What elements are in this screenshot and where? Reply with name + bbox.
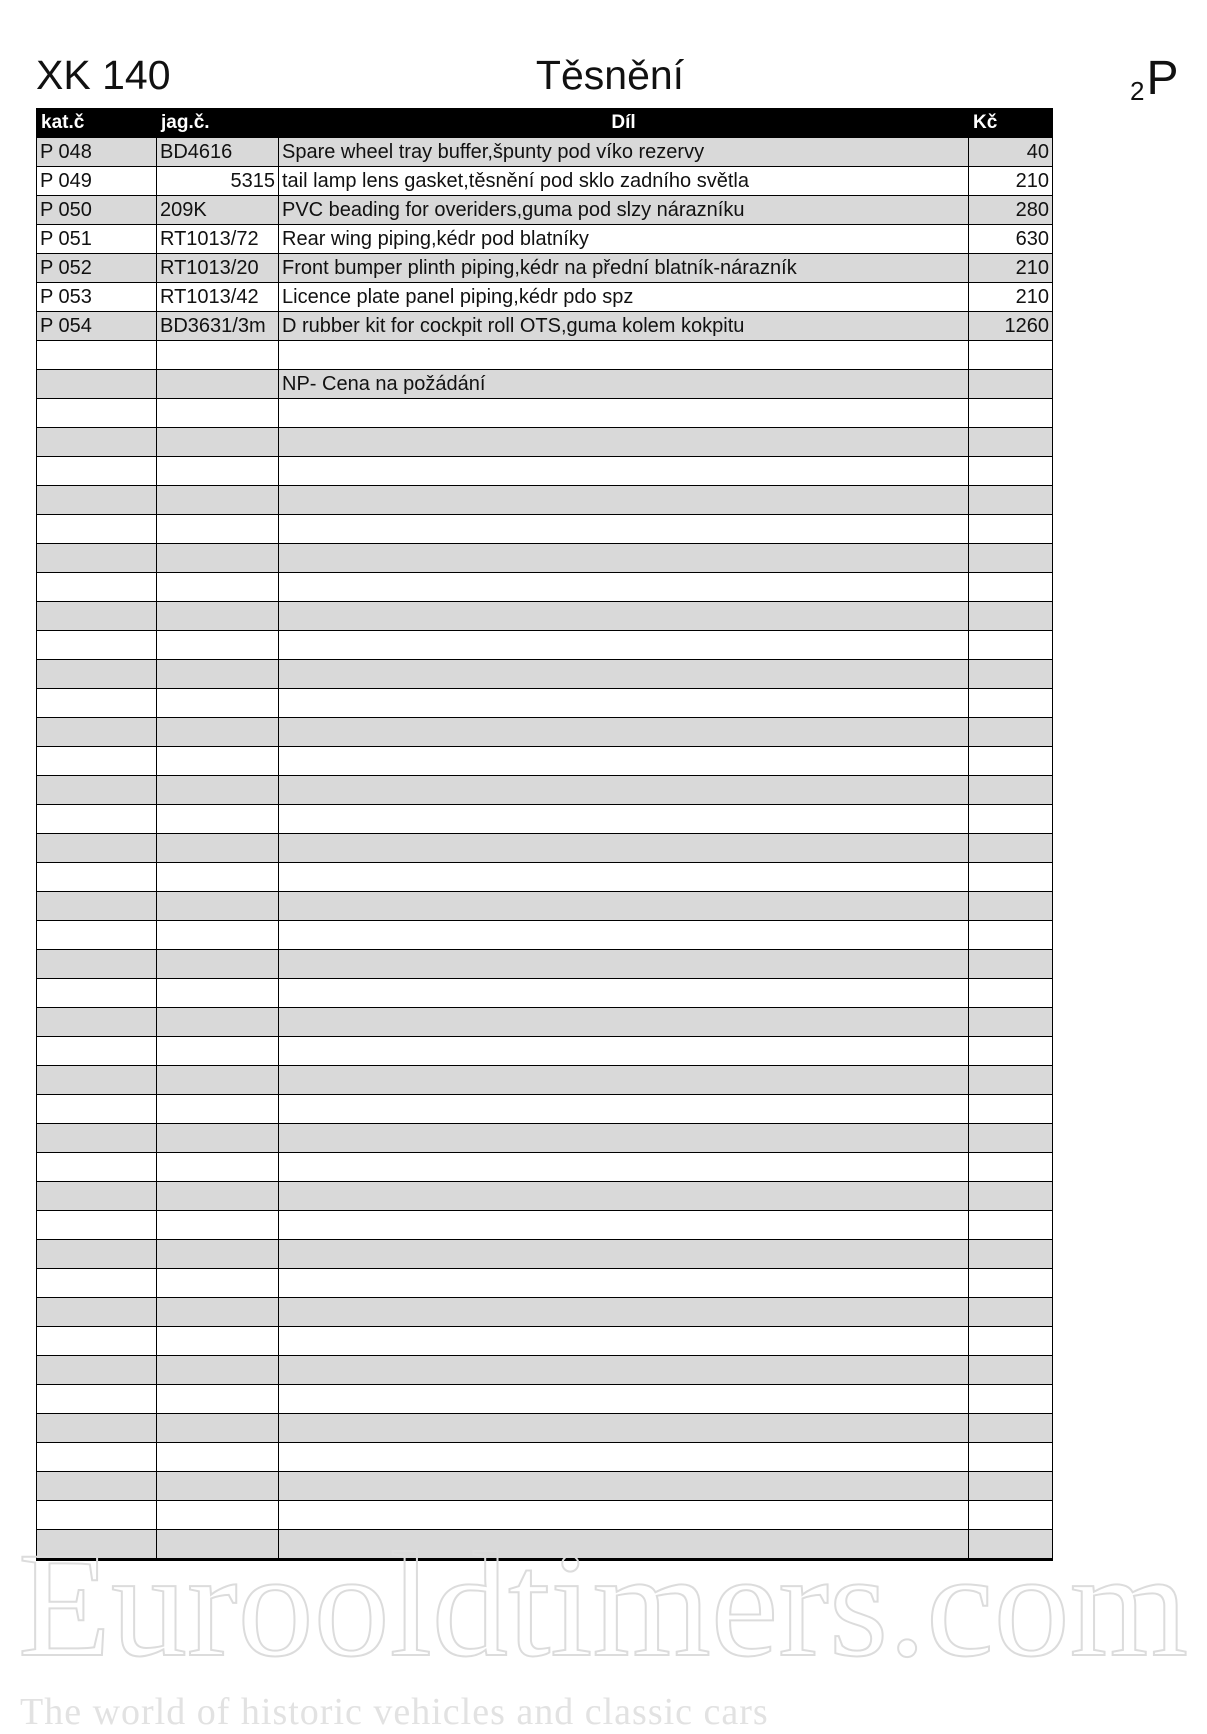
cell-dil [279, 1414, 969, 1443]
cell-dil: PVC beading for overiders,guma pod slzy nárazníku [279, 196, 969, 225]
table-row [37, 1269, 1053, 1298]
cell-kc [969, 1066, 1053, 1095]
cell-dil [279, 515, 969, 544]
cell-kc: 280 [969, 196, 1053, 225]
cell-kat [37, 1501, 157, 1530]
cell-kat [37, 1066, 157, 1095]
cell-kat [37, 1240, 157, 1269]
cell-dil [279, 1095, 969, 1124]
cell-jag [157, 515, 279, 544]
cell-jag [157, 863, 279, 892]
cell-kc [969, 718, 1053, 747]
cell-jag [157, 1153, 279, 1182]
table-row [37, 428, 1053, 457]
cell-kat: P 052 [37, 254, 157, 283]
cell-kat [37, 602, 157, 631]
cell-kc [969, 1124, 1053, 1153]
table-row [37, 254, 1053, 283]
table-row [37, 1211, 1053, 1240]
cell-jag [157, 341, 279, 370]
cell-kc [969, 1472, 1053, 1501]
table-row [37, 660, 1053, 689]
cell-jag [157, 660, 279, 689]
cell-kc [969, 1327, 1053, 1356]
cell-kat [37, 805, 157, 834]
table-row [37, 834, 1053, 863]
table-row [37, 1124, 1053, 1153]
cell-jag [157, 892, 279, 921]
table-row [37, 167, 1053, 196]
cell-kat [37, 1443, 157, 1472]
table-row [37, 602, 1053, 631]
cell-kat [37, 950, 157, 979]
table-row [37, 225, 1053, 254]
page-letter: P [1146, 52, 1179, 105]
cell-jag [157, 1095, 279, 1124]
cell-jag [157, 573, 279, 602]
cell-kat [37, 1385, 157, 1414]
table-row [37, 399, 1053, 428]
cell-dil [279, 747, 969, 776]
cell-kc [969, 631, 1053, 660]
table-row [37, 544, 1053, 573]
table-row [37, 1008, 1053, 1037]
cell-kat [37, 1095, 157, 1124]
cell-kat [37, 1356, 157, 1385]
table-row [37, 1385, 1053, 1414]
table-row [37, 1066, 1053, 1095]
cell-jag [157, 486, 279, 515]
cell-kat [37, 1298, 157, 1327]
cell-kc [969, 1182, 1053, 1211]
table-row [37, 1298, 1053, 1327]
table-row [37, 863, 1053, 892]
cell-jag [157, 1066, 279, 1095]
cell-dil [279, 718, 969, 747]
table-header-row [37, 109, 1053, 138]
cell-kat [37, 834, 157, 863]
cell-kc [969, 1269, 1053, 1298]
watermark-tagline: The world of historic vehicles and classic cars [20, 1691, 769, 1733]
table-row [37, 341, 1053, 370]
cell-jag [157, 1240, 279, 1269]
page-indicator [1130, 52, 1178, 118]
cell-dil [279, 776, 969, 805]
cell-dil [279, 834, 969, 863]
table-row [37, 805, 1053, 834]
table-row [37, 283, 1053, 312]
cell-kat [37, 428, 157, 457]
table-row [37, 1414, 1053, 1443]
cell-jag [157, 805, 279, 834]
cell-jag: RT1013/72 [157, 225, 279, 254]
cell-kc [969, 1008, 1053, 1037]
cell-kat [37, 747, 157, 776]
cell-jag [157, 1182, 279, 1211]
col-header-kat: kat.č [37, 109, 157, 138]
cell-jag: 209K [157, 196, 279, 225]
cell-jag [157, 1008, 279, 1037]
table-row [37, 950, 1053, 979]
cell-dil [279, 1008, 969, 1037]
page-number: 2 [1130, 76, 1145, 106]
page-title: Těsnění [535, 52, 685, 98]
cell-kat [37, 1414, 157, 1443]
cell-kat [37, 515, 157, 544]
watermark-logo [18, 1535, 1193, 1705]
cell-kat [37, 399, 157, 428]
cell-kat [37, 776, 157, 805]
cell-dil [279, 892, 969, 921]
cell-kc [969, 950, 1053, 979]
cell-dil [279, 1501, 969, 1530]
cell-kc: 40 [969, 138, 1053, 167]
cell-kat [37, 457, 157, 486]
cell-kat [37, 1327, 157, 1356]
cell-dil [279, 950, 969, 979]
cell-jag [157, 1037, 279, 1066]
cell-dil [279, 1443, 969, 1472]
col-header-dil: Díl [279, 109, 969, 138]
cell-jag [157, 1443, 279, 1472]
cell-jag [157, 602, 279, 631]
cell-dil [279, 689, 969, 718]
cell-kat [37, 544, 157, 573]
cell-dil [279, 1240, 969, 1269]
cell-kc [969, 457, 1053, 486]
cell-dil [279, 631, 969, 660]
cell-dil [279, 457, 969, 486]
table-row [37, 1182, 1053, 1211]
table-row [37, 776, 1053, 805]
cell-dil [279, 805, 969, 834]
cell-kc: 210 [969, 283, 1053, 312]
cell-jag: BD3631/3m [157, 312, 279, 341]
cell-jag [157, 718, 279, 747]
cell-kc [969, 428, 1053, 457]
cell-dil [279, 1327, 969, 1356]
cell-jag: RT1013/42 [157, 283, 279, 312]
cell-kc [969, 660, 1053, 689]
cell-kat [37, 1269, 157, 1298]
cell-kc [969, 892, 1053, 921]
table-row [37, 138, 1053, 167]
cell-kc [969, 1501, 1053, 1530]
cell-kc [969, 1414, 1053, 1443]
table-row [37, 1443, 1053, 1472]
cell-dil: Licence plate panel piping,kédr pdo spz [279, 283, 969, 312]
cell-dil [279, 979, 969, 1008]
table-row [37, 457, 1053, 486]
table-row [37, 196, 1053, 225]
cell-jag [157, 631, 279, 660]
cell-kat [37, 1037, 157, 1066]
cell-kc: 210 [969, 167, 1053, 196]
cell-jag [157, 1211, 279, 1240]
table-row [37, 1356, 1053, 1385]
cell-dil: D rubber kit for cockpit roll OTS,guma kolem kokpitu [279, 312, 969, 341]
cell-kc [969, 1298, 1053, 1327]
cell-kc [969, 370, 1053, 399]
cell-kc: 1260 [969, 312, 1053, 341]
table-row [37, 515, 1053, 544]
cell-dil [279, 486, 969, 515]
cell-kat: P 054 [37, 312, 157, 341]
cell-kc [969, 776, 1053, 805]
cell-dil [279, 428, 969, 457]
table-row [37, 979, 1053, 1008]
table-row [37, 312, 1053, 341]
table-row [37, 1095, 1053, 1124]
watermark-brand: Eurooldtimers.com [18, 1535, 1188, 1688]
cell-jag [157, 1124, 279, 1153]
cell-jag [157, 689, 279, 718]
cell-jag: RT1013/20 [157, 254, 279, 283]
cell-kat [37, 1211, 157, 1240]
table-row [37, 747, 1053, 776]
col-header-jag: jag.č. [157, 109, 279, 138]
cell-kat: P 050 [37, 196, 157, 225]
cell-jag [157, 747, 279, 776]
cell-jag [157, 370, 279, 399]
cell-kc [969, 1356, 1053, 1385]
parts-table [36, 108, 1053, 1561]
cell-dil [279, 1472, 969, 1501]
cell-kc [969, 1385, 1053, 1414]
cell-kc [969, 1443, 1053, 1472]
cell-kc [969, 1153, 1053, 1182]
cell-jag: 5315 [157, 167, 279, 196]
cell-jag [157, 1356, 279, 1385]
cell-jag [157, 1501, 279, 1530]
table-row [37, 631, 1053, 660]
cell-dil [279, 921, 969, 950]
cell-kat [37, 573, 157, 602]
cell-dil [279, 863, 969, 892]
cell-jag [157, 1269, 279, 1298]
cell-dil [279, 1182, 969, 1211]
cell-dil [279, 1269, 969, 1298]
cell-kc [969, 689, 1053, 718]
cell-jag [157, 399, 279, 428]
cell-kc [969, 515, 1053, 544]
cell-dil [279, 341, 969, 370]
table-row [37, 573, 1053, 602]
cell-dil [279, 1066, 969, 1095]
cell-kat: P 049 [37, 167, 157, 196]
cell-kat [37, 689, 157, 718]
cell-dil: tail lamp lens gasket,těsnění pod sklo zadního světla [279, 167, 969, 196]
table-row [37, 1501, 1053, 1530]
cell-kc [969, 1037, 1053, 1066]
cell-dil [279, 1385, 969, 1414]
cell-kc [969, 863, 1053, 892]
cell-kat [37, 979, 157, 1008]
cell-jag [157, 428, 279, 457]
cell-jag [157, 544, 279, 573]
cell-jag [157, 1298, 279, 1327]
model-title: XK 140 [36, 52, 171, 98]
table-row [37, 892, 1053, 921]
cell-dil [279, 1356, 969, 1385]
cell-dil [279, 1124, 969, 1153]
cell-kc [969, 747, 1053, 776]
cell-jag [157, 1472, 279, 1501]
cell-kat [37, 1008, 157, 1037]
table-row [37, 486, 1053, 515]
cell-dil [279, 1211, 969, 1240]
cell-kc [969, 486, 1053, 515]
cell-kc: 630 [969, 225, 1053, 254]
cell-kat [37, 1153, 157, 1182]
cell-jag [157, 457, 279, 486]
cell-jag [157, 1327, 279, 1356]
cell-kat [37, 341, 157, 370]
cell-jag [157, 950, 279, 979]
cell-kc [969, 341, 1053, 370]
cell-kc [969, 1240, 1053, 1269]
cell-dil [279, 602, 969, 631]
cell-dil: Front bumper plinth piping,kédr na přední blatník-nárazník [279, 254, 969, 283]
cell-kc [969, 834, 1053, 863]
cell-kc [969, 399, 1053, 428]
cell-kat [37, 892, 157, 921]
cell-kc [969, 979, 1053, 1008]
cell-dil: Rear wing piping,kédr pod blatníky [279, 225, 969, 254]
cell-kat [37, 863, 157, 892]
table-row [37, 689, 1053, 718]
cell-dil [279, 1037, 969, 1066]
cell-kc: 210 [969, 254, 1053, 283]
table-row [37, 1240, 1053, 1269]
cell-kat [37, 1124, 157, 1153]
cell-kc [969, 544, 1053, 573]
cell-kat [37, 660, 157, 689]
cell-kc [969, 1211, 1053, 1240]
cell-kat [37, 486, 157, 515]
table-row [37, 1472, 1053, 1501]
cell-dil [279, 399, 969, 428]
cell-jag [157, 834, 279, 863]
cell-jag: BD4616 [157, 138, 279, 167]
table-row [37, 718, 1053, 747]
cell-kc [969, 921, 1053, 950]
cell-dil: Spare wheel tray buffer,špunty pod víko rezervy [279, 138, 969, 167]
cell-kat: P 053 [37, 283, 157, 312]
col-header-kc: Kč [969, 109, 1053, 138]
cell-dil [279, 1298, 969, 1327]
note-text: NP- Cena na požádání [279, 370, 969, 399]
cell-kat [37, 921, 157, 950]
table-row [37, 921, 1053, 950]
cell-kat [37, 718, 157, 747]
table-row [37, 1327, 1053, 1356]
cell-dil [279, 1153, 969, 1182]
cell-kat [37, 1182, 157, 1211]
cell-jag [157, 1385, 279, 1414]
cell-kat: P 051 [37, 225, 157, 254]
cell-kat [37, 631, 157, 660]
cell-dil [279, 573, 969, 602]
cell-kc [969, 805, 1053, 834]
cell-kat [37, 1472, 157, 1501]
cell-jag [157, 776, 279, 805]
cell-dil [279, 660, 969, 689]
cell-kat [37, 370, 157, 399]
cell-jag [157, 1414, 279, 1443]
cell-kc [969, 1095, 1053, 1124]
table-row [37, 1037, 1053, 1066]
note-row [37, 370, 1053, 399]
table-row [37, 1153, 1053, 1182]
cell-dil [279, 544, 969, 573]
cell-kc [969, 602, 1053, 631]
cell-jag [157, 921, 279, 950]
cell-jag [157, 979, 279, 1008]
cell-kc [969, 573, 1053, 602]
cell-kat: P 048 [37, 138, 157, 167]
